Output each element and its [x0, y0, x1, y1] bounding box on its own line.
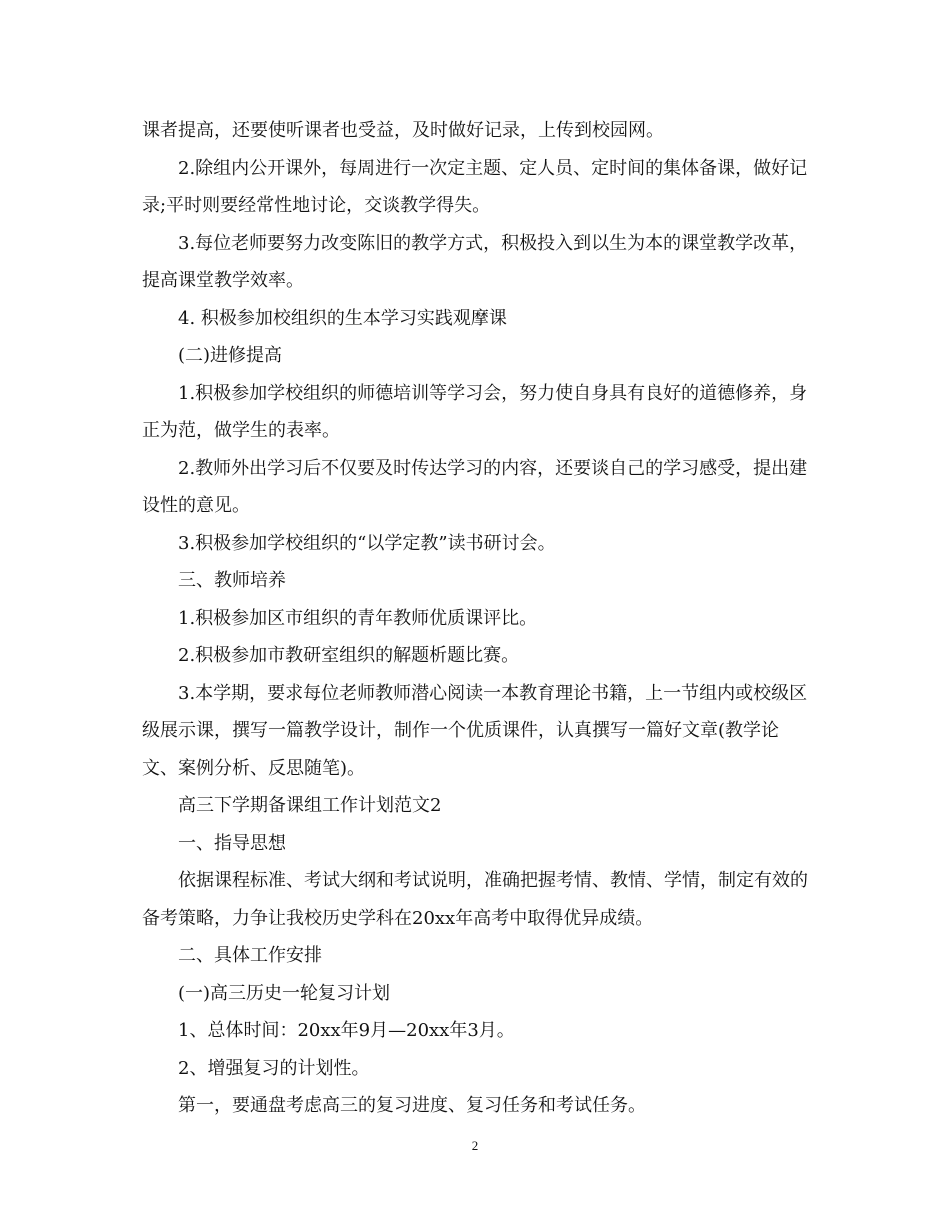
paragraph-item-collective-prep: 2.除组内公开课外，每周进行一次定主题、定人员、定时间的集体备课，做好记录;平时则要经常性地讨论，交谈教学得失。	[142, 157, 808, 216]
section-heading-work-arrangement: 二、具体工作安排	[178, 945, 322, 966]
paragraph-item-semester-requirements: 3.本学期，要求每位老师教师潜心阅读一本教育理论书籍，上一节组内或校级区级展示课，撰写一篇教学设计，制作一个优质课件，认真撰写一篇好文章(教学论文、案例分析、反思随笔)。	[142, 682, 808, 779]
paragraph-item-teaching-reform: 3.每位老师要努力改变陈旧的教学方式，积极投入到以生为本的课堂教学改革，提高课堂教学效率。	[142, 232, 808, 291]
paragraph-item-problem-contest: 2.积极参加市教研室组织的解题析题比赛。	[178, 645, 520, 666]
paragraph-first-point: 第一，要通盘考虑高三的复习进度、复习任务和考试任务。	[178, 1095, 646, 1116]
page-number: 2	[471, 1138, 479, 1153]
document-body	[142, 112, 812, 1125]
section-heading-guiding-ideas: 一、指导思想	[178, 832, 286, 854]
paragraph-item-ethics-training: 1.积极参加学校组织的师德培训等学习会，努力使自身具有良好的道德修养，身正为范，做学生的表率。	[142, 382, 808, 441]
section-heading-teacher-training: 三、教师培养	[178, 570, 286, 591]
paragraph-item-planning: 2、增强复习的计划性。	[178, 1057, 370, 1079]
document-subtitle: 高三下学期备课组工作计划范文2	[178, 795, 442, 816]
paragraph-item-overall-time: 1、总体时间：20xx年9月—20xx年3月。	[178, 1020, 515, 1041]
section-heading-further-study: (二)进修提高	[178, 345, 283, 366]
paragraph-item-quality-class: 1.积极参加区市组织的青年教师优质课评比。	[178, 607, 538, 629]
section-heading-review-plan: (一)高三历史一轮复习计划	[178, 982, 391, 1004]
paragraph-guiding-ideas: 依据课程标准、考试大纲和考试说明，准确把握考情、教情、学情，制定有效的备考策略，力争让我校历史学科在20xx年高考中取得优异成绩。	[142, 870, 808, 929]
paragraph-item-external-study: 2.教师外出学习后不仅要及时传达学习的内容，还要谈自己的学习感受，提出建设性的意见。	[142, 457, 808, 516]
paragraph-continuation: 课者提高，还要使听课者也受益，及时做好记录，上传到校园网。	[142, 120, 664, 141]
paragraph-item-observation-class: 4. 积极参加校组织的生本学习实践观摩课	[178, 307, 507, 329]
paragraph-item-reading-seminar: 3.积极参加学校组织的“以学定教”读书研讨会。	[178, 532, 556, 554]
